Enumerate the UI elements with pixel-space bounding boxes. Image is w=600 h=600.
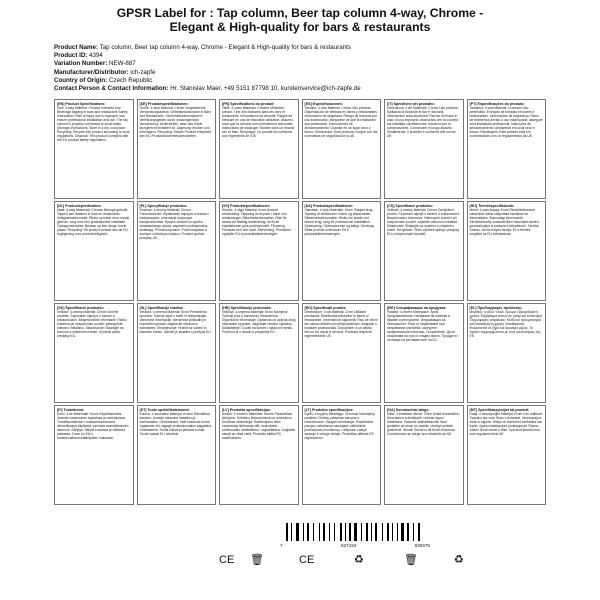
barcode-bar: [345, 523, 346, 541]
card-text: Storlek: 4-vägs Material: Krom Avsedd användning: Tappning av drycker i barer och restauranger. Säkerhetsinformation: Risk för skada vid felaktig användning; se till att installationen görs professionellt. Förvaring: Förvaras torrt och svalt. Återvinning: Produkten uppfyller EU:s produktsäkerhetsregler.: [222, 208, 291, 236]
product-meta: [54, 44, 546, 93]
language-spec-card: [467, 99, 547, 199]
meta-country-origin: Country of Origin: Czech Republic: [54, 76, 153, 84]
language-spec-card: [384, 303, 464, 403]
language-spec-card: [302, 303, 382, 403]
barcode-digit-group-1: 7: [280, 543, 283, 549]
card-text: Daqs: 4 direzzjonijiet Materjal: Krom Użu maħsub: Tqassim tax-xorb f'bars u ristoranti. Informazzjoni dwar is-sigurtà: Riskju ta' korriment minħabba użu ħażin; żgura installazzjoni professjonali. Ħażna: Aħżen f'post niexef u frisk. Il-prodott jikkonforma mar-regolamenti tal-UE.: [469, 412, 543, 436]
meta-manufacturer: Manufacturer/Distributor: ich-zapfe: [54, 68, 156, 76]
barcode-bar: [401, 523, 404, 541]
card-text: Veľkosť: 4-cestný Materiál: Chróm Určené použitie: Čapovanie nápojov v baroch a reštauráciách. Bezpečnostné informácie: Riziko zranenia pri nesprávnom použití; zabezpečte odbornú inštaláciu. Skladovanie: Skladujte na suchom a chladnom mieste. Výrobok spĺňa predpisy EÚ.: [57, 310, 127, 338]
language-spec-card: [137, 405, 217, 505]
card-heading: [RO] Specificații produs:: [304, 306, 347, 311]
barcode-bar: [296, 523, 299, 541]
barcode-bar: [373, 523, 374, 541]
barcode: [286, 523, 426, 541]
meta-product-id: Product ID: 4394: [54, 52, 103, 60]
language-spec-card: [302, 201, 382, 301]
title-line-1: GPSR Label for : Tap column, Beer tap column 4-way, Chrome -: [116, 6, 484, 20]
barcode-digit-group-3: 930678: [414, 543, 430, 549]
barcode-bar: [347, 523, 348, 541]
barcode-bar: [411, 523, 412, 541]
barcode-bar: [363, 523, 365, 541]
barcode-bar: [293, 523, 295, 541]
language-spec-card: [219, 201, 299, 301]
language-spec-card: [54, 303, 134, 403]
card-text: Taille: 4 voies Matériau: Chrome Utilisation prévue: Tirer des boissons dans les bars et restaurants. Informations de sécurité: Risque de blessure en cas de mauvaise utilisation; assurez-vous que la colonne est correctement raccordée. Instructions de stockage: Stocker dans un endroit sec et frais. Recyclage: Ce produit est conforme aux règlements de l'UE.: [222, 106, 295, 138]
barcode-bar: [392, 523, 393, 541]
meta-contact: Contact Person & Contact Information: Hr. Stanislav Maer, +49 5151 87798 10, kundenservice@ich-zapfe.de: [54, 85, 361, 93]
barcode-bar: [321, 523, 322, 541]
recycle-icon: ♻: [354, 554, 364, 567]
card-text: Méid: 4-bhealach Ábhar: Cróm Úsáid bheartaithe: Deochanna a dháileadh i mbeáir agus i mbialanna. Faisnéis sábháilteachta: Baol gortaithe de bharr mí-úsáide; cinntigh suiteáil ghairmiúil. Stóráil: Stóráil in áit thirim fhionnuar. Comhlíonann an táirge seo rialacháin an AE.: [387, 412, 460, 436]
barcode-bar: [418, 523, 420, 541]
language-spec-card: [467, 303, 547, 403]
card-text: Størrelse: 4-vejs Materiale: Krom Tilsigtet brug: Tapning af drikkevarer i barer og restauranter. Sikkerhedsinformation: Risiko for skade ved forkert brug; sørg for professionel installation. Opbevaring: Opbevares tørt og køligt. Genbrug: Dette produkt overholder EU's produktsikkerhedsregler.: [304, 208, 375, 236]
barcode-bar: [301, 523, 302, 541]
card-heading: [DA] Produktspecifikationer:: [304, 204, 354, 209]
meta-variation-number: Variation Number: NEW-887: [54, 60, 136, 68]
language-spec-card: [54, 201, 134, 301]
card-text: Veličina: 4-smjerna Materijal: Krom Namjena: Točenje pića u barovima i restoranima. Sigurnosne informacije: Opasnost od ozljeda zbog nepravilne uporabe; osigurajte stručnu ugradnju. Skladištenje: Čuvati na suhom i hladnom mjestu. Proizvod je u skladu s propisima EU.: [222, 310, 296, 334]
ce-mark-icon: CE: [219, 554, 235, 567]
card-text: Dimensiune: 4 căi Material: Crom Utilizare prevăzută: Distribuirea băuturilor în baruri și restaurante. Informații de siguranță: Risc de rănire din cauza utilizării necorespunzătoare; asigurați o instalare profesională. Depozitare: A se păstra într-un loc uscat și răcoros. Produsul respectă reglementările UE.: [304, 310, 378, 338]
card-heading: [FR] Spécifications du produit:: [222, 102, 275, 107]
card-heading: [FI] Tuotetiedot:: [57, 408, 85, 413]
barcode-bar: [305, 523, 306, 541]
card-text: Tamanho: 4 vias Material: Cromado Uso pretendido: Extração de bebidas em bares e restaurantes. Informações de segurança: Risco de ferimentos devido a uso inadequado; assegure uma instalação profissional. Instruções de armazenamento: Armazenar em local seco e fresco. Reciclagem: Este produto está em conformidade com os regulamentos da UE.: [469, 106, 543, 138]
barcode-bar: [303, 523, 304, 541]
language-spec-card: [219, 303, 299, 403]
barcode-bar: [336, 523, 339, 541]
barcode-bar: [382, 523, 383, 541]
barcode-bar: [327, 523, 328, 541]
barcode-bar: [323, 523, 325, 541]
barcode-bar: [390, 523, 391, 541]
language-spec-card: [467, 201, 547, 301]
card-heading: [LT] Produkto specifikacijos:: [304, 408, 354, 413]
language-spec-card: [137, 201, 217, 301]
card-heading: [LV] Produkta specifikācijas:: [222, 408, 271, 413]
title-line-2: Elegant & High-quality for bars & restaurants: [169, 20, 431, 34]
barcode-bar: [397, 523, 398, 541]
language-spec-card: [302, 405, 382, 505]
language-spec-card: [467, 405, 547, 505]
language-spec-card: [384, 99, 464, 199]
card-text: Rozmiar: 4-drożny Materiał: Chrom Przeznaczenie: Wydawanie napojów w barach i restauracjach. Informacje dotyczące bezpieczeństwa: Ryzyko obrażeń w wyniku niewłaściwego użycia; zapewnić profesjonalną instalację. Przechowywanie: Przechowywać w suchym i chłodnym miejscu. Produkt spełnia przepisy UE.: [139, 208, 210, 240]
card-text: Maat: 4-weg Materiaal: Chroom Beoogd gebruik: Tappen van dranken in bars en restaurants. Veiligheidsinformatie: Risico op letsel door onjuist gebruik; zorg voor een professionele installatie. Opslag instructies: Bewaar op een droge, koele plaats. Recycling: Dit product voldoet aan de EU-regelgeving voor productveiligheid.: [57, 208, 130, 236]
card-heading: [HU] Termékspecifikációk:: [469, 204, 515, 209]
language-spec-card: [384, 201, 464, 301]
barcode-bar: [313, 523, 314, 541]
card-text: Izmērs: 4 virzienu Materiāls: Hroms Paredzētais lietojums: Dzērienu liešana bāros un restorānos. Drošības informācija: Savainojumu risks nepareizas lietošanas dēļ; nodrošiniet profesionālu uzstādīšanu. Uzglabāšana: Uzglabāt sausā un vēsā vietā. Produkts atbilst ES noteikumiem.: [222, 412, 295, 440]
card-heading: [PT] Especificações do produto:: [469, 102, 525, 107]
card-heading: [SL] Specifikacije izdelka:: [139, 306, 184, 311]
card-heading: [NL] Productspecificaties:: [57, 204, 102, 209]
card-heading: [EL] Προδιαγραφές προϊόντος:: [469, 306, 523, 311]
card-heading: [ET] Toote spetsifikatsioonid:: [139, 408, 190, 413]
card-text: Dydis: 4 krypčių Medžiaga: Chromas Numatytoji paskirtis: Gėrimų pilstymas baruose ir restoranuose. Saugos informacija: Susižeidimo pavojus netinkamai naudojant; užtikrinkite profesionalų montavimą. Laikymas: Laikyti sausoje ir vėsioje vietoje. Produktas atitinka ES reglamentus.: [304, 412, 375, 440]
barcode-bar: [319, 523, 320, 541]
barcode-digits: [280, 543, 430, 548]
barcode-bar: [387, 523, 389, 541]
label-footer: [54, 509, 546, 569]
barcode-bar: [421, 523, 422, 541]
disposal-bin-icon: 🗑: [404, 554, 418, 567]
language-spec-card: [302, 99, 382, 199]
barcode-bar: [371, 523, 372, 541]
language-spec-card: [219, 405, 299, 505]
barcode-bar: [399, 523, 400, 541]
card-heading: [IT] Specifiche del prodotto:: [387, 102, 435, 107]
language-spec-card: [219, 99, 299, 199]
card-text: Μέγεθος: 4 οδών Υλικό: Χρώμιο Προοριζόμενη χρήση: Σερβίρισμα ποτών σε μπαρ και εστιατόρια. Πληροφορίες ασφαλείας: Κίνδυνος τραυματισμού από ακατάλληλη χρήση. Αποθήκευση: Φυλάσσεται σε ξηρό και δροσερό μέρος. Το προϊόν συμμορφώνεται με τους κανονισμούς της ΕΕ.: [469, 310, 543, 338]
compliance-icons: [54, 553, 546, 573]
card-text: Méret: 4 utas Anyag: Króm Rendeltetésszerű használat: Italok csapolása bárokban és éttermekben. Biztonsági információk: Sérülésveszély szakszerűtlen használat esetén; gondoskodjon a szakszerű telepítésről. Tárolás: Száraz, hűvös helyen tárolja. Ez a termék megfelel az EU előírásainak.: [469, 208, 540, 236]
card-heading: [SK] Špecifikácie produktu:: [57, 306, 104, 311]
language-spec-card: [54, 99, 134, 199]
card-text: Dimensioni: 4 vie Materiale: Cromo Uso previsto: Spillatura di bevande in bar e ristoranti. Informazioni sulla sicurezza: Rischio di lesioni in caso di uso improprio; assicurarsi che la colonna sia installata correttamente. Istruzioni per la conservazione: Conservare in luogo asciutto. Smaltimento: Il prodotto è conforme alle norme UE.: [387, 106, 459, 138]
language-spec-grid: [54, 99, 546, 505]
barcode-bar: [286, 523, 288, 541]
barcode-bar: [413, 523, 414, 541]
barcode-bar: [375, 523, 377, 541]
barcode-bar: [291, 523, 292, 541]
card-heading: [CS] Specifikace produktu:: [387, 204, 433, 209]
barcode-bar: [334, 523, 335, 541]
card-heading: [SV] Produktspecifikationer:: [222, 204, 271, 209]
card-heading: [ES] Especificaciones:: [304, 102, 344, 107]
card-heading: [MT] Speċifikazzjonijiet tal-prodott:: [469, 408, 530, 413]
barcode-bar: [340, 523, 342, 541]
card-heading: [PL] Specyfikacje produktu:: [139, 204, 188, 209]
barcode-bar: [315, 523, 318, 541]
card-text: Velikost: 4-cestný Materiál: Chrom Zamýšlené použití: Čepování nápojů v barech a restauracích. Bezpečnostní informace: Nebezpečí zranění při nesprávném použití; zajistěte odbornou instalaci. Skladování: Skladujte na suchém a chladném místě. Recyklace: Tento výrobek splňuje předpisy EU o bezpečnosti výrobků.: [387, 208, 460, 236]
barcode-bar: [385, 523, 386, 541]
barcode-bar: [310, 523, 312, 541]
card-text: Size: 4-way Material: Chrome Intended Use: Beverage tapping in bars and restaurants Safety Information: Risk of injury due to improper use; ensure professional installation and use. The tap column is properly connected to avoid leaks. (Storage Instructions: Store in a dry, cool place. Recycling: Recycle this product according to local regulations. Disposal: This product complies with the EU product safety regulations.: [57, 106, 130, 142]
card-text: Velikost: 4-smerna Material: Krom Predvidena uporaba: Točenje pijač v barih in restavracijah. Varnostne informacije: Nevarnost poškodb pri nepravilni uporabi; zagotovite strokovno namestitev. Shranjevanje: Hraniti na suhem in hladnem mestu. Izdelek je skladen s predpisi EU.: [139, 310, 212, 334]
card-text: Koko: 4-tie Materiaali: Kromi Käyttötarkoitus: Juomien laskeminen baareissa ja ravintoloissa. Turvallisuustiedot: Loukkaantumisvaara virheellisessä käytössä; varmista ammattimainen asennus. Säilytys: Säilytä kuivassa ja viileässä paikassa. Tuote on EU:n tuoteturvallisuusmääräysten mukainen.: [57, 412, 129, 440]
barcode-bar: [361, 523, 362, 541]
barcode-bar: [349, 523, 351, 541]
barcode-bar: [307, 523, 309, 541]
card-text: Suurus: 4-suunaline Materjal: Kroom Ettenähtud kasutus: Jookide valamine baarides ja restoranides. Ohutusteave: Vale kasutuse korral vigastuste oht; tagage professionaalne paigaldus. Hoiustamine: Hoida kuivas ja jahedas kohas. Toode vastab ELi nõuetele.: [139, 412, 212, 436]
barcode-bar: [331, 523, 333, 541]
language-spec-card: [137, 303, 217, 403]
barcode-bar: [369, 523, 370, 541]
page-title: [54, 6, 546, 34]
barcode-bar: [394, 523, 396, 541]
card-heading: [BG] Спецификации на продукта:: [387, 306, 447, 311]
language-spec-card: [137, 99, 217, 199]
card-text: Größe: 4-fach Material: Chrom Vorgesehener Verwendungszweck: Getränkeausschank in Bars und Restaurants. Sicherheitsinformationen: Verletzungsgefahr durch unsachgemäße Verwendung; sicherstellen, dass das Gerät fachgerecht installiert ist. Lagerung: trocken und kühl lagern. Recycling: Dieses Produkt entspricht den EU-Produktsicherheitsvorschriften.: [139, 106, 212, 138]
barcode-bar: [289, 523, 290, 541]
language-spec-card: [54, 405, 134, 505]
barcode-bar: [415, 523, 417, 541]
card-text: Tamaño: 4 vías Material: Cromo Uso previsto: Dispensación de bebidas en bares y restaurantes. Información de seguridad: Riesgo de lesiones por uso inadecuado; asegúrese de que la instalación sea profesional. Instrucciones de almacenamiento: Guardar en un lugar seco y fresco. Eliminación: Este producto cumple con las normativas de seguridad de la UE.: [304, 106, 378, 138]
barcode-bar: [354, 523, 357, 541]
barcode-bar: [343, 523, 344, 541]
barcode-bar: [378, 523, 381, 541]
barcode-digit-group-2: 627434: [340, 543, 357, 549]
card-text: Размер: 4-пътен Материал: Хром Предназначение: Наливане на напитки в барове и ресторанти. Информация за безопасност: Риск от нараняване при неправилна употреба; осигурете професионален монтаж. Съхранение: Да се съхранява на сухо и хладно място. Продуктът отговаря на регламентите на ЕС.: [387, 310, 458, 342]
card-heading: [DE] Produktspezifikationen:: [139, 102, 189, 107]
recycle-icon-2: ♻: [454, 554, 464, 567]
card-heading: [EN] Product Specifications:: [57, 102, 106, 107]
meta-product-name: Product Name: Tap column, Beer tap column 4-way, Chrome - Elegant & High-quality for bars & restaurants: [54, 44, 351, 51]
card-heading: [GA] Sonraíochtaí táirge:: [387, 408, 430, 413]
barcode-bar: [366, 523, 368, 541]
ce-mark-icon-2: CE: [299, 554, 315, 567]
barcode-bar: [407, 523, 409, 541]
language-spec-card: [384, 405, 464, 505]
barcode-bar: [329, 523, 330, 541]
barcode-bar: [405, 523, 406, 541]
barcode-bar: [359, 523, 360, 541]
card-heading: [HR] Specifikacije proizvoda:: [222, 306, 272, 311]
weee-bin-icon: 🗑: [250, 554, 264, 567]
barcode-bar: [352, 523, 353, 541]
